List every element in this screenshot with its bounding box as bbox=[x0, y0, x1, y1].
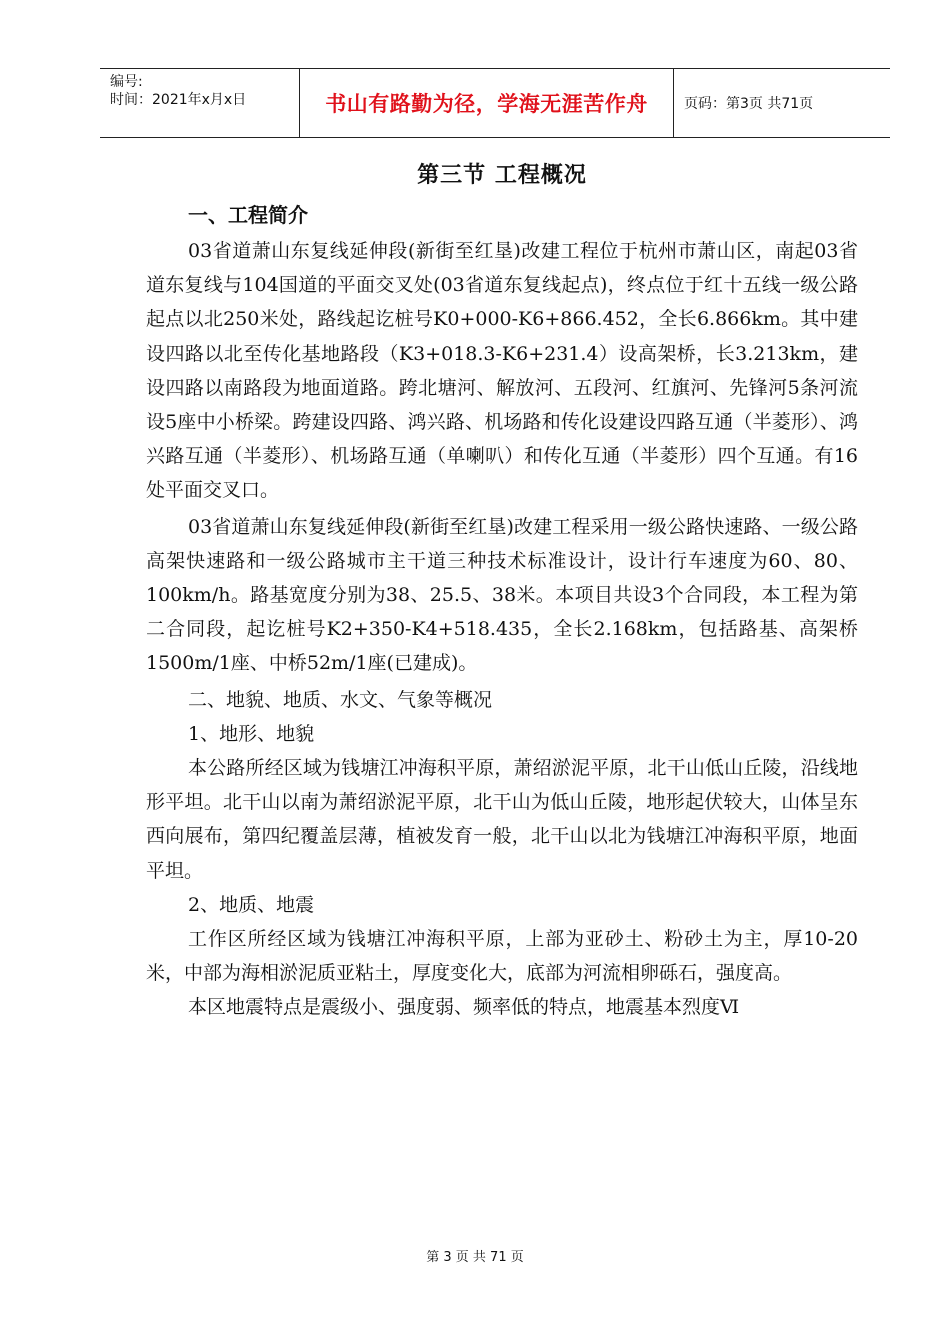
paragraph: 03省道萧山东复线延伸段(新街至红垦)改建工程位于杭州市萧山区，南起03省道东复线与104国道的平面交叉处(03省道东复线起点)，终点位于红十五线一级公路起点以北250米处，路线起讫桩号K0+000-K6+866.452，全长6.866km。其中建设四路以北至传化基地路段（K3+018.3-K6+231.4）设高架桥，长3.213km，建设四路以南路段为地面道路。跨北塘河、解放河、五段河、红旗河、先锋河5条河流设5座中小桥梁。跨建设四路、鸿兴路、机场路和传化设建设四路互通（半菱形）、鸿兴路互通（半菱形）、机场路互通（单喇叭）和传化互通（半菱形）四个互通。有16处平面交叉口。 bbox=[146, 240, 858, 502]
paragraph: 工作区所经区域为钱塘江冲海积平原，上部为亚砂土、粉砂土为主，厚10-20米，中部为海相淤泥质亚粘土，厚度变化大，底部为河流相卵砾石，强度高。 bbox=[146, 928, 858, 985]
header-motto: 书山有路勤为径，学海无涯苦作舟 bbox=[300, 69, 674, 137]
section-title: 第三节 工程概况 bbox=[417, 163, 587, 188]
heading: 1、地形、地貌 bbox=[188, 722, 315, 745]
document-body bbox=[146, 150, 858, 1025]
page-footer: 第 3 页 共 71 页 bbox=[426, 1250, 524, 1265]
number-label: 编号: bbox=[110, 74, 143, 90]
header-meta-cell bbox=[100, 69, 300, 137]
paragraph: 本公路所经区域为钱塘江冲海积平原，萧绍淤泥平原，北干山低山丘陵，沿线地形平坦。北干山以南为萧绍淤泥平原，北干山为低山丘陵，地形起伏较大，山体呈东西向展布，第四纪覆盖层薄，植被发育一般，北干山以北为钱塘江冲海积平原，地面平坦。 bbox=[146, 757, 858, 882]
document-header bbox=[100, 68, 890, 138]
paragraph: 本区地震特点是震级小、强度弱、频率低的特点，地震基本烈度Ⅵ bbox=[188, 996, 740, 1019]
time-label: 时间：2021年x月x日 bbox=[110, 92, 247, 108]
subsection-title: 一、工程简介 bbox=[188, 203, 308, 227]
paragraph: 03省道萧山东复线延伸段(新街至红垦)改建工程采用一级公路快速路、一级公路高架快速路和一级公路城市主干道三种技术标准设计，设计行车速度为60、80、100km/h。路基宽度分别为38、25.5、38米。本项目共设3个合同段，本工程为第二合同段，起讫桩号K2+350-K4+518.435，全长2.168km，包括路基、高架桥1500m/1座、中桥52m/1座(已建成)。 bbox=[146, 515, 858, 675]
heading: 2、地质、地震 bbox=[188, 893, 315, 916]
heading: 二、地貌、地质、水文、气象等概况 bbox=[188, 688, 493, 711]
header-page-info: 页码：第3页 共71页 bbox=[684, 96, 814, 112]
